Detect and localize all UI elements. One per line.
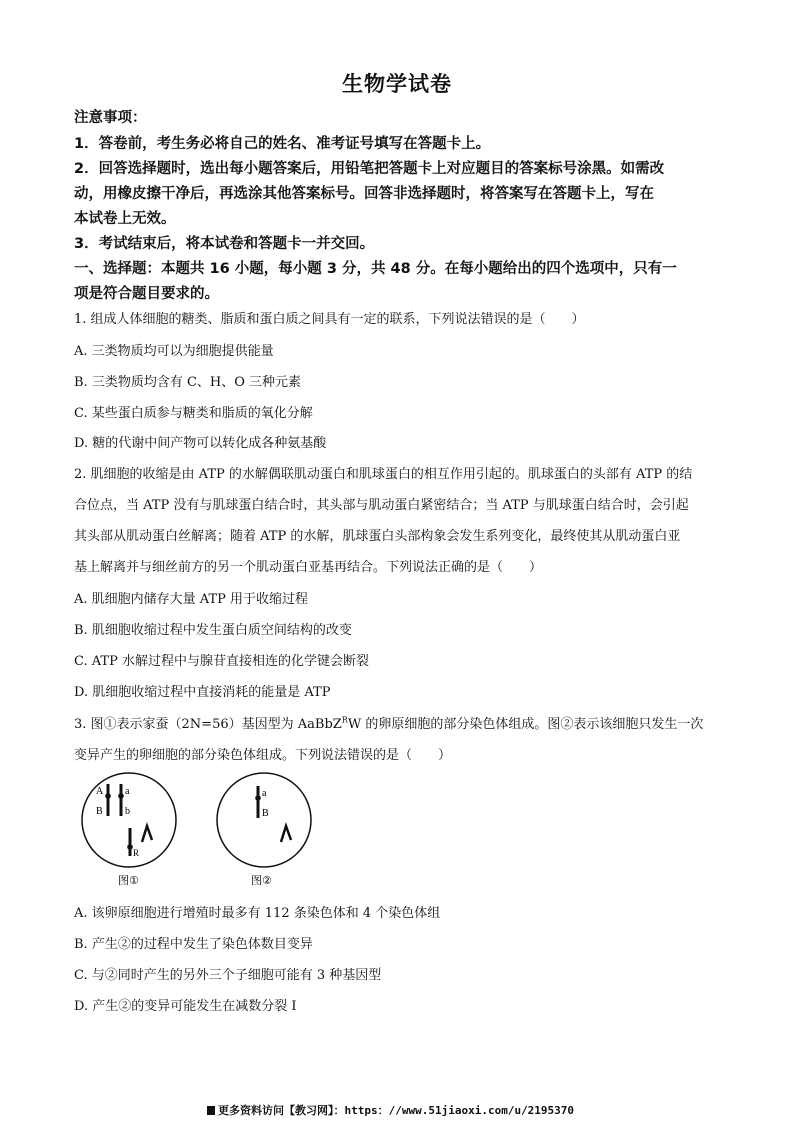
gene-label-R: R <box>133 848 140 858</box>
q2-option-c: C. ATP 水解过程中与腺苷直接相连的化学键会断裂 <box>74 654 369 669</box>
centromere <box>105 793 111 799</box>
q1-option-b: B. 三类物质均含有 C、H、O 三种元素 <box>74 375 302 390</box>
centromere <box>127 844 133 850</box>
section-heading-line2: 项是符合题目要求的。 <box>74 286 219 302</box>
centromere <box>255 795 261 801</box>
figure-1-caption: 图① <box>118 874 139 887</box>
gene-label-B: B <box>96 806 103 817</box>
notice-item-3: 3．考试结束后，将本试卷和答题卡一并交回。 <box>74 236 375 252</box>
q2-option-a: A. 肌细胞内储存大量 ATP 用于收缩过程 <box>74 592 309 607</box>
q3-option-c: C. 与②同时产生的另外三个子细胞可能有 3 种基因型 <box>74 968 382 983</box>
figure-2-caption: 图② <box>251 874 272 887</box>
gene-label-A: A <box>96 786 104 797</box>
q3-stem-line1: 3. 图①表示家蚕（2N=56）基因型为 AaBbZ$^R$W 的卵原细胞的部分染色体组成。图②表示该细胞只发生一次 <box>74 715 704 732</box>
q3-option-a: A. 该卵原细胞进行增殖时最多有 112 条染色体和 4 个染色体组 <box>74 906 441 921</box>
figure-1 <box>74 772 184 890</box>
gene-label-a: a <box>262 788 267 799</box>
gene-label-b: b <box>125 806 130 817</box>
notice-item-2-line2: 动，用橡皮擦干净后，再选涂其他答案标号。回答非选择题时，将答案写在答题卡上，写在 <box>74 186 654 202</box>
chromosome-w <box>281 826 291 842</box>
q1-stem: 1. 组成人体细胞的糖类、脂质和蛋白质之间具有一定的联系，下列说法错误的是（ ） <box>74 312 585 327</box>
chromosome-w <box>142 826 152 842</box>
q3-stem-line2: 变异产生的卵细胞的部分染色体组成。下列说法错误的是（ ） <box>74 748 452 763</box>
q1-option-c: C. 某些蛋白质参与糖类和脂质的氧化分解 <box>74 406 313 421</box>
centromere <box>118 793 124 799</box>
figure-2 <box>209 772 319 890</box>
q1-option-a: A. 三类物质均可以为细胞提供能量 <box>74 344 274 359</box>
footer-link[interactable] <box>207 1102 574 1118</box>
notice-heading: 注意事项： <box>74 110 147 126</box>
notice-item-2-line1: 2．回答选择题时，选出每小题答案后，用铅笔把答题卡上对应题目的答案标号涂黑。如需改 <box>74 161 665 177</box>
q2-option-d: D. 肌细胞收缩过程中直接消耗的能量是 ATP <box>74 685 331 700</box>
q2-option-b: B. 肌细胞收缩过程中发生蛋白质空间结构的改变 <box>74 623 352 638</box>
footer-text: 更多资料访问【教习网】：https：//www.51jiaoxi.com/u/2195370 <box>218 1104 575 1117</box>
q1-option-d: D. 糖的代谢中间产物可以转化成各种氨基酸 <box>74 436 327 451</box>
notice-item-1: 1．答卷前，考生务必将自己的姓名、准考证号填写在答题卡上。 <box>74 136 491 152</box>
gene-label-B: B <box>262 808 269 819</box>
q3-option-b: B. 产生②的过程中发生了染色体数目变异 <box>74 937 313 952</box>
flag-icon <box>207 1106 215 1115</box>
section-heading-line1: 一、选择题：本题共 16 小题，每小题 3 分，共 48 分。在每小题给出的四个选项中，只有一 <box>74 261 677 277</box>
q2-stem-line3: 其头部从肌动蛋白丝解离；随着 ATP 的水解，肌球蛋白头部构象会发生系列变化，最终使其从肌动蛋白亚 <box>74 529 681 544</box>
page-title: 生物学试卷 <box>342 72 452 96</box>
q2-stem-line2: 合位点，当 ATP 没有与肌球蛋白结合时，其头部与肌动蛋白紧密结合；当 ATP 与肌球蛋白结合时，会引起 <box>74 498 689 513</box>
gene-label-a: a <box>125 786 130 797</box>
notice-item-2-line3: 本试卷上无效。 <box>74 211 176 227</box>
q2-stem-line4: 基上解离并与细丝前方的另一个肌动蛋白亚基再结合。下列说法正确的是（ ） <box>74 560 543 575</box>
q2-stem-line1: 2. 肌细胞的收缩是由 ATP 的水解偶联肌动蛋白和肌球蛋白的相互作用引起的。肌球蛋白的头部有 ATP 的结 <box>74 467 693 482</box>
q3-option-d: D. 产生②的变异可能发生在减数分裂 I <box>74 999 297 1014</box>
